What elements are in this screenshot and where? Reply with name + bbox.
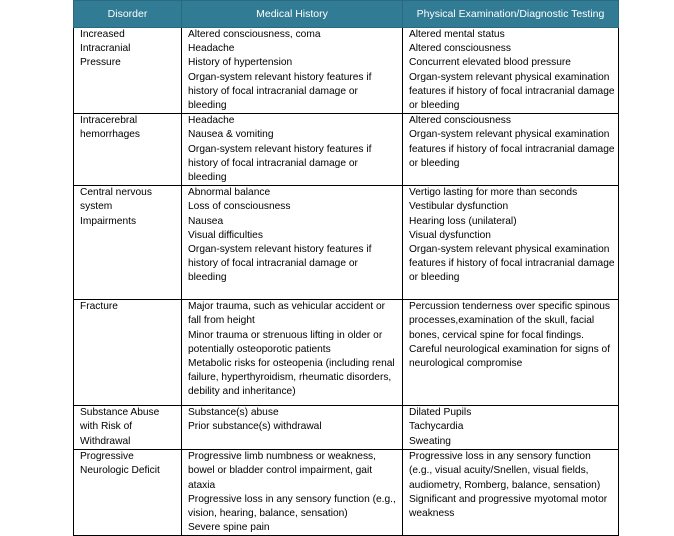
cell-line: Significant and progressive myotomal motor weakness — [409, 493, 608, 520]
cell-line: Progressive loss in any sensory function (e.g., vision, hearing, balance, sensation) — [188, 493, 396, 520]
medical-history-cell — [182, 114, 403, 186]
physical-exam-cell — [403, 406, 619, 450]
medical-history-cell — [182, 300, 403, 406]
medical-history-cell — [182, 186, 403, 300]
cell-line: Major trauma, such as vehicular accident or fall from height — [188, 301, 386, 327]
physical-exam-cell — [403, 186, 619, 300]
cell-line: Hearing loss (unilateral) — [409, 215, 517, 227]
cell-line: Increased — [80, 29, 125, 40]
physical-exam-cell — [403, 28, 619, 114]
disorder-cell — [74, 450, 182, 536]
cell-line: Percussion tenderness over specific spinous processes,examination of the skull, facial bones, cervical spine for focal findings. — [409, 301, 611, 341]
cell-line: Fracture — [80, 301, 118, 313]
table-row — [74, 450, 619, 536]
cell-line: Minor trauma or strenuous lifting in older or potentially osteoporotic patients — [188, 329, 383, 355]
physical-exam-cell — [403, 114, 619, 186]
cell-line: Loss of consciousness — [188, 201, 291, 213]
cell-line: Vertigo lasting for more than seconds — [409, 187, 578, 199]
disorder-cell — [74, 406, 182, 450]
table-row — [74, 186, 619, 300]
table-row — [74, 300, 619, 406]
cell-line: Sweating — [409, 435, 451, 447]
header-medical-history: Medical History — [182, 1, 403, 28]
table-row — [74, 28, 619, 114]
cell-line: hemorrhages — [80, 129, 141, 141]
cell-line: Progressive — [80, 451, 134, 463]
cell-line: Substance Abuse — [80, 407, 160, 419]
cell-line: Central nervous — [80, 187, 152, 199]
cell-line: Neurologic Deficit — [80, 465, 160, 477]
disorder-cell — [74, 300, 182, 406]
disorder-cell — [74, 28, 182, 114]
cell-line: Altered mental status — [409, 29, 505, 40]
cell-line: Withdrawal — [80, 435, 131, 447]
medical-history-cell — [182, 28, 403, 114]
cell-line: Visual difficulties — [188, 229, 263, 241]
cell-line: Visual dysfunction — [409, 229, 491, 241]
cell-line: Organ-system relevant physical examination features if history of focal intracranial damage or bleeding — [409, 244, 615, 284]
cell-line: History of hypertension — [188, 57, 293, 69]
cell-line: Metabolic risks for osteopenia (including renal failure, hyperthyroidism, rheumatic disorders, debility and inheritance) — [188, 358, 395, 398]
cell-line: Headache — [188, 115, 235, 127]
cell-line: Organ-system relevant physical examination features if history of focal intracranial damage or bleeding — [409, 71, 615, 112]
cell-line: Dilated Pupils — [409, 407, 472, 419]
cell-line: Organ-system relevant history features if history of focal intracranial damage or bleeding — [188, 71, 372, 112]
cell-line: system — [80, 201, 113, 213]
cell-line: Altered consciousness — [409, 43, 511, 55]
cell-line: Altered consciousness, coma — [188, 29, 321, 40]
cell-line: with Risk of — [80, 421, 133, 433]
disorder-cell — [74, 114, 182, 186]
medical-history-cell — [182, 406, 403, 450]
cell-line: Vestibular dysfunction — [409, 201, 509, 213]
cell-line: Organ-system relevant history features if history of focal intracranial damage or bleeding — [188, 244, 372, 284]
cell-line: Substance(s) abuse — [188, 407, 279, 419]
cell-line: Intracranial — [80, 43, 131, 55]
cell-line: Pressure — [80, 57, 121, 69]
table-row — [74, 406, 619, 450]
physical-exam-cell — [403, 450, 619, 536]
cell-line: Headache — [188, 43, 235, 55]
cell-line: Severe spine pain — [188, 522, 270, 534]
clinical-table — [73, 0, 619, 536]
header-row — [74, 1, 619, 28]
cell-line: Prior substance(s) withdrawal — [188, 421, 322, 433]
header-physical-exam: Physical Examination/Diagnostic Testing — [403, 1, 619, 28]
cell-line: Careful neurological examination for signs of neurological compromise — [409, 343, 611, 370]
cell-line: Nausea & vomiting — [188, 129, 274, 141]
medical-history-cell — [182, 450, 403, 536]
cell-line: Organ-system relevant history features if history of focal intracranial damage or bleeding — [188, 143, 372, 184]
cell-line: Altered consciousness — [409, 115, 511, 127]
disorder-cell — [74, 186, 182, 300]
cell-line: Progressive loss in any sensory function (e.g., visual acuity/Snellen, visual fields, audiometry, Romberg, balance, sensation) — [409, 451, 601, 491]
cell-line: Intracerebral — [80, 115, 138, 127]
cell-line: Abnormal balance — [188, 187, 271, 199]
cell-line: Tachycardia — [409, 421, 464, 433]
cell-line: Nausea — [188, 215, 224, 227]
cell-line: Progressive limb numbness or weakness, bowel or bladder control impairment, gait ataxia — [188, 451, 376, 491]
table-row — [74, 114, 619, 186]
physical-exam-cell — [403, 300, 619, 406]
cell-line: Organ-system relevant physical examination features if history of focal intracranial damage or bleeding — [409, 129, 615, 169]
cell-line: Impairments — [80, 215, 137, 227]
header-disorder: Disorder — [74, 1, 182, 28]
cell-line: Concurrent elevated blood pressure — [409, 57, 571, 69]
